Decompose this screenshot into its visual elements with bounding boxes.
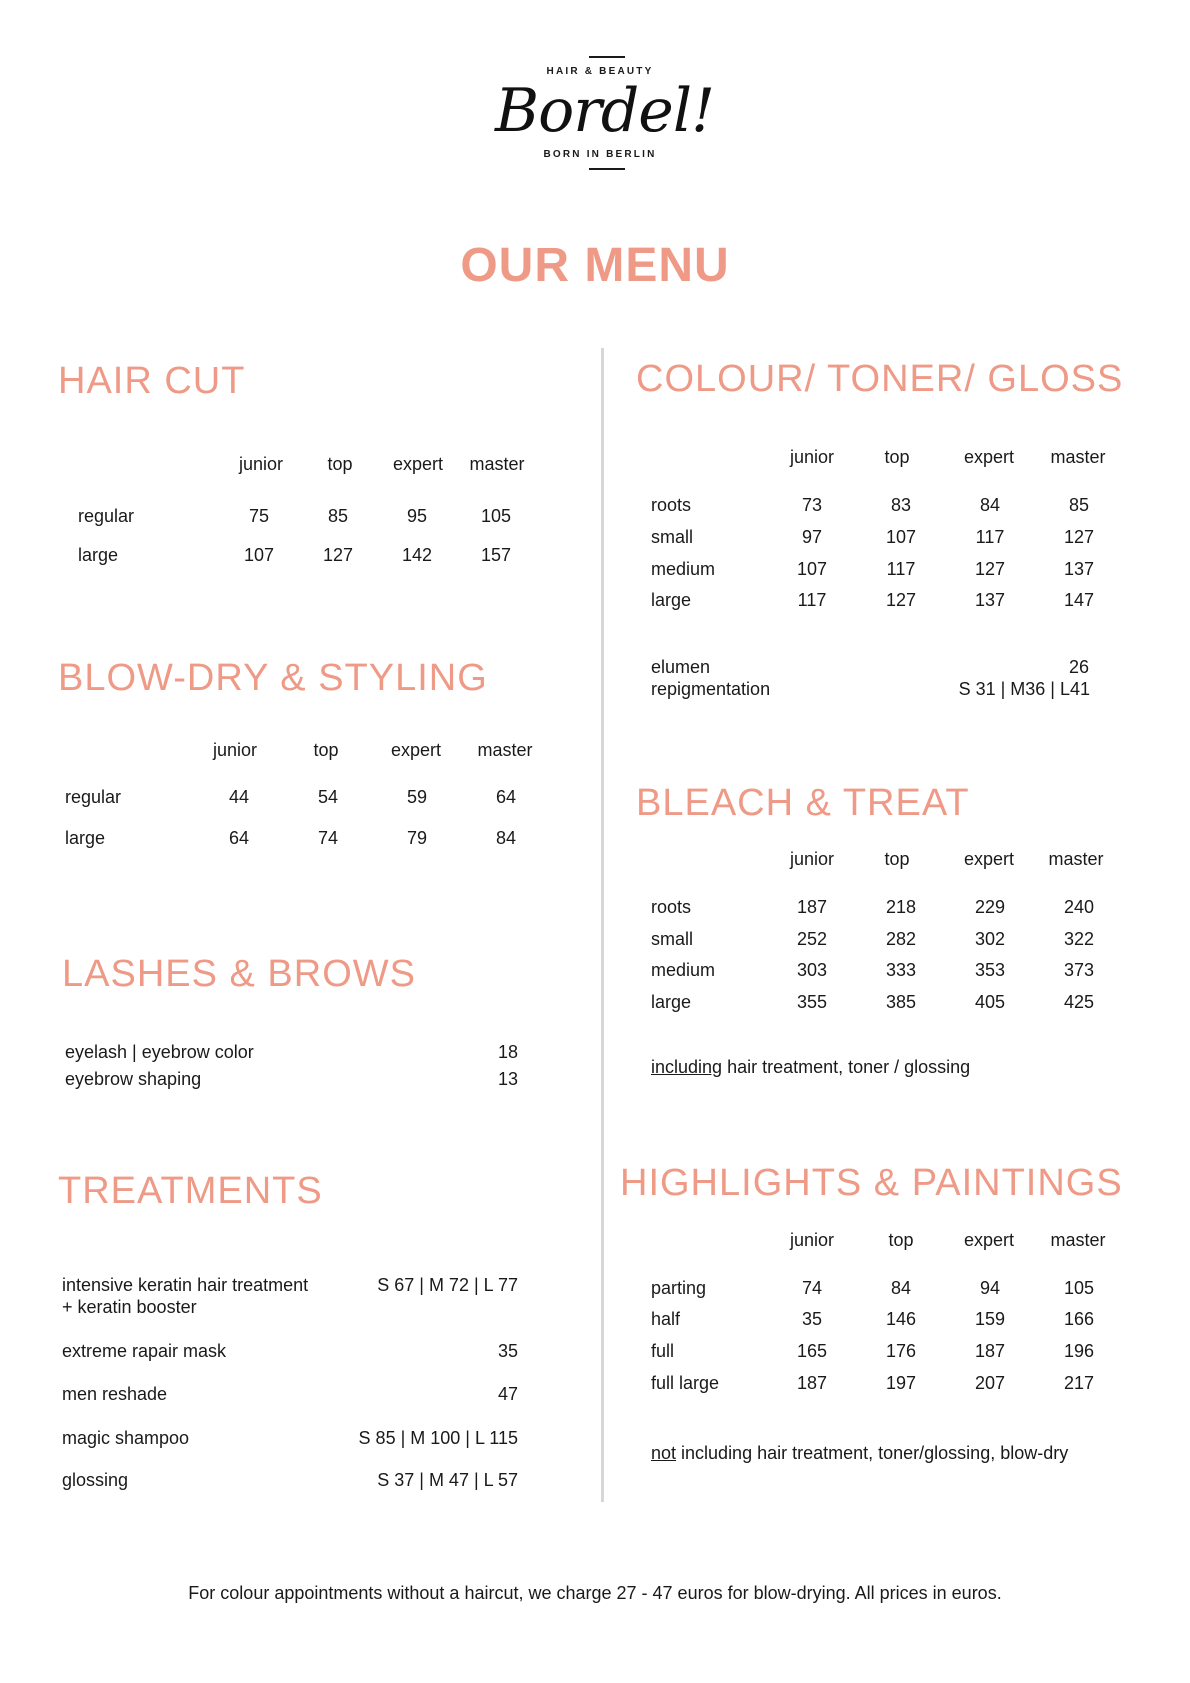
price-cell: 73: [801, 495, 823, 515]
tier-header: top: [884, 849, 910, 869]
price-cell: 303: [796, 960, 828, 980]
highlights-note-emphasis: not: [651, 1443, 677, 1463]
price-cell: 127: [885, 590, 917, 610]
price-cell: 117: [886, 559, 916, 579]
tier-header: expert: [963, 447, 1015, 467]
tier-header: top: [313, 740, 339, 760]
haircut-title: HAIR CUT: [58, 360, 246, 402]
row-label: regular: [65, 787, 122, 807]
price-cell: 137: [1063, 559, 1095, 579]
price-cell: 95: [406, 506, 428, 526]
price-cell: 137: [974, 590, 1006, 610]
price-cell: 74: [801, 1278, 823, 1298]
price-cell: 240: [1063, 897, 1095, 917]
bleach-title: BLEACH & TREAT: [636, 782, 970, 824]
logo-tagline-bottom: BORN IN BERLIN: [543, 149, 657, 160]
price-cell: 282: [885, 929, 917, 949]
treatments-title: TREATMENTS: [58, 1170, 323, 1212]
tier-header: expert: [390, 740, 442, 760]
price-cell: 425: [1063, 992, 1095, 1012]
price-cell: 196: [1063, 1341, 1095, 1361]
price-cell: 127: [322, 545, 354, 565]
price-cell: 107: [243, 545, 275, 565]
tier-header: top: [884, 447, 910, 467]
bleach-note: [651, 1057, 970, 1078]
tier-header: junior: [238, 454, 284, 474]
highlights-note: [651, 1443, 1068, 1464]
price-cell: 405: [974, 992, 1006, 1012]
list-item-price: S 85 | M 100 | L 115: [358, 1428, 518, 1448]
highlights-title: HIGHLIGHTS & PAINTINGS: [620, 1162, 1123, 1204]
price-cell: 64: [495, 787, 517, 807]
highlights-note-text: including hair treatment, toner/glossing, blow-dry: [676, 1443, 1069, 1463]
price-cell: 207: [974, 1373, 1006, 1393]
price-cell: 218: [885, 897, 917, 917]
row-label: small: [651, 527, 694, 547]
price-cell: 176: [885, 1341, 917, 1361]
price-cell: 85: [1068, 495, 1090, 515]
tier-header: top: [327, 454, 353, 474]
price-cell: 117: [975, 527, 1005, 547]
price-cell: 54: [317, 787, 339, 807]
price-cell: 84: [890, 1278, 912, 1298]
extra-label: repigmentation: [651, 679, 771, 699]
price-cell: 105: [1063, 1278, 1095, 1298]
tier-header: master: [1050, 1230, 1106, 1250]
list-item-price: S 37 | M 47 | L 57: [377, 1470, 518, 1490]
price-cell: 197: [885, 1373, 917, 1393]
column-divider: [601, 348, 604, 1502]
price-cell: 84: [495, 828, 517, 848]
extra-price: S 31 | M36 | L41: [958, 679, 1090, 699]
price-cell: 322: [1063, 929, 1095, 949]
row-label: medium: [651, 559, 716, 579]
page-title: OUR MENU: [460, 239, 730, 292]
list-item-label: glossing: [62, 1470, 129, 1490]
price-cell: 74: [317, 828, 339, 848]
price-cell: 117: [797, 590, 827, 610]
row-label: half: [651, 1309, 681, 1329]
price-cell: 97: [801, 527, 823, 547]
lashes-title: LASHES & BROWS: [62, 953, 416, 995]
price-cell: 147: [1063, 590, 1095, 610]
tier-header: junior: [789, 447, 835, 467]
price-cell: 75: [248, 506, 270, 526]
row-label: small: [651, 929, 694, 949]
row-label: large: [78, 545, 119, 565]
price-cell: 187: [796, 1373, 828, 1393]
price-cell: 142: [401, 545, 433, 565]
price-cell: 105: [480, 506, 512, 526]
tier-header: expert: [392, 454, 444, 474]
row-label: large: [651, 590, 692, 610]
row-label: medium: [651, 960, 716, 980]
list-item-label: extreme rapair mask: [62, 1341, 227, 1361]
row-label: full large: [651, 1373, 720, 1393]
extra-label: elumen: [651, 657, 711, 677]
price-cell: 94: [979, 1278, 1001, 1298]
tier-header: junior: [212, 740, 258, 760]
list-item-price: 13: [497, 1069, 518, 1089]
price-cell: 79: [406, 828, 428, 848]
price-cell: 59: [406, 787, 428, 807]
tier-header: expert: [963, 1230, 1015, 1250]
colour-title: COLOUR/ TONER/ GLOSS: [636, 358, 1124, 400]
list-item-price: 47: [497, 1384, 518, 1404]
price-cell: 385: [885, 992, 917, 1012]
logo-rule-bottom: [589, 168, 625, 170]
price-cell: 85: [327, 506, 349, 526]
list-item-label: intensive keratin hair treatment: [62, 1275, 309, 1295]
tier-header: junior: [789, 1230, 835, 1250]
logo-rule-top: [589, 56, 625, 58]
price-cell: 166: [1063, 1309, 1095, 1329]
price-cell: 252: [796, 929, 828, 949]
price-cell: 229: [974, 897, 1006, 917]
price-cell: 355: [796, 992, 828, 1012]
price-cell: 107: [796, 559, 828, 579]
blowdry-title: BLOW-DRY & STYLING: [58, 657, 488, 699]
logo-tagline-top: HAIR & BEAUTY: [546, 66, 654, 77]
price-cell: 146: [885, 1309, 917, 1329]
row-label: parting: [651, 1278, 707, 1298]
tier-header: expert: [963, 849, 1015, 869]
list-item-label: men reshade: [62, 1384, 168, 1404]
list-item-label-2: + keratin booster: [62, 1297, 197, 1317]
price-cell: 83: [890, 495, 912, 515]
list-item-price: 35: [497, 1341, 518, 1361]
price-cell: 159: [974, 1309, 1006, 1329]
price-cell: 333: [885, 960, 917, 980]
price-cell: 165: [796, 1341, 828, 1361]
price-cell: 187: [974, 1341, 1006, 1361]
brand-logo: Bordel!: [495, 76, 715, 146]
footer-note: For colour appointments without a haircut, we charge 27 - 47 euros for blow-drying. All prices in euros.: [188, 1583, 1002, 1603]
price-cell: 127: [974, 559, 1006, 579]
tier-header: junior: [789, 849, 835, 869]
price-cell: 35: [801, 1309, 823, 1329]
row-label: regular: [78, 506, 135, 526]
price-cell: 187: [796, 897, 828, 917]
tier-header: master: [469, 454, 525, 474]
price-cell: 127: [1063, 527, 1095, 547]
tier-header: top: [888, 1230, 914, 1250]
price-cell: 302: [974, 929, 1006, 949]
price-cell: 217: [1063, 1373, 1095, 1393]
tier-header: master: [1048, 849, 1104, 869]
bleach-note-text: hair treatment, toner / glossing: [722, 1057, 971, 1077]
price-cell: 64: [228, 828, 250, 848]
price-cell: 373: [1063, 960, 1095, 980]
list-item-price: 18: [497, 1042, 518, 1062]
price-cell: 157: [480, 545, 512, 565]
row-label: roots: [651, 495, 692, 515]
tier-header: master: [477, 740, 533, 760]
row-label: roots: [651, 897, 692, 917]
list-item-label: magic shampoo: [62, 1428, 190, 1448]
row-label: full: [651, 1341, 675, 1361]
list-item-label: eyebrow shaping: [65, 1069, 202, 1089]
extra-price: 26: [1068, 657, 1089, 677]
row-label: large: [651, 992, 692, 1012]
price-cell: 107: [885, 527, 917, 547]
row-label: large: [65, 828, 106, 848]
bleach-note-emphasis: including: [651, 1057, 723, 1077]
list-item-price: S 67 | M 72 | L 77: [377, 1275, 518, 1295]
price-cell: 44: [228, 787, 250, 807]
price-cell: 353: [974, 960, 1006, 980]
list-item-label: eyelash | eyebrow color: [65, 1042, 254, 1062]
price-cell: 84: [979, 495, 1001, 515]
tier-header: master: [1050, 447, 1106, 467]
